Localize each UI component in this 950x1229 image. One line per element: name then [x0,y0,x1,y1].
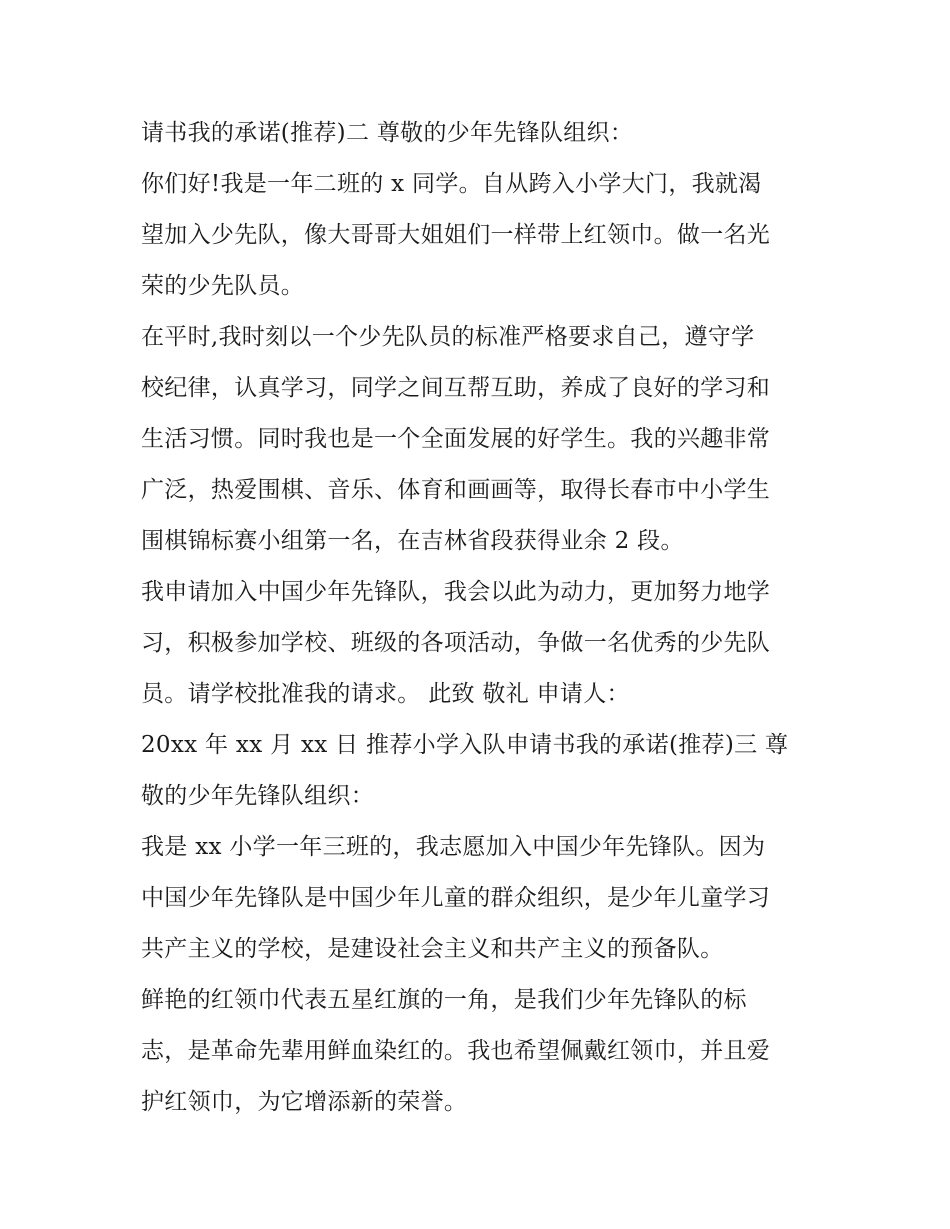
text-line: 生活习惯。同时我也是一个全面发展的好学生。我的兴趣非常 [141,426,771,452]
text-line: 敬的少年先锋队组织： [141,783,374,809]
text-line: 护红领巾，为它增添新的荣誉。 [141,1089,468,1115]
text-line: 请书我的承诺(推荐)二 尊敬的少年先锋队组织： [141,120,634,146]
text-line: 荣的少先队员。 [141,273,305,299]
text-line: 你们好!我是一年二班的 x 同学。自从跨入小学大门，我就渴 [141,171,762,197]
text-line: 望加入少先队，像大哥哥大姐姐们一样带上红领巾。做一名光 [141,222,771,248]
text-line: 中国少年先锋队是中国少年儿童的群众组织，是少年儿童学习 [141,885,771,911]
text-line: 20xx 年 xx 月 xx 日 推荐小学入队申请书我的承诺(推荐)三 尊 [141,732,789,758]
text-line: 志，是革命先辈用鲜血染红的。我也希望佩戴红领巾，并且爱 [141,1038,771,1064]
text-line: 校纪律，认真学习，同学之间互帮互助，养成了良好的学习和 [141,375,771,401]
text-line: 我申请加入中国少年先锋队，我会以此为动力，更加努力地学 [141,579,771,605]
text-line: 在平时,我时刻以一个少先队员的标准严格要求自己，遵守学 [141,324,755,350]
text-line: 习，积极参加学校、班级的各项活动，争做一名优秀的少先队 [141,630,771,656]
text-line: 鲜艳的红领巾代表五星红旗的一角，是我们少年先锋队的标 [141,987,747,1013]
document-body [141,108,821,1128]
text-line: 我是 xx 小学一年三班的，我志愿加入中国少年先锋队。因为 [141,834,766,860]
text-line: 围棋锦标赛小组第一名，在吉林省段获得业余 2 段。 [141,528,684,554]
text-line: 员。请学校批准我的请求。 此致 敬礼 申请人： [141,681,630,707]
text-line: 广泛，热爱围棋、音乐、体育和画画等，取得长春市中小学生 [141,477,771,503]
text-line: 共产主义的学校，是建设社会主义和共产主义的预备队。 [141,936,724,962]
